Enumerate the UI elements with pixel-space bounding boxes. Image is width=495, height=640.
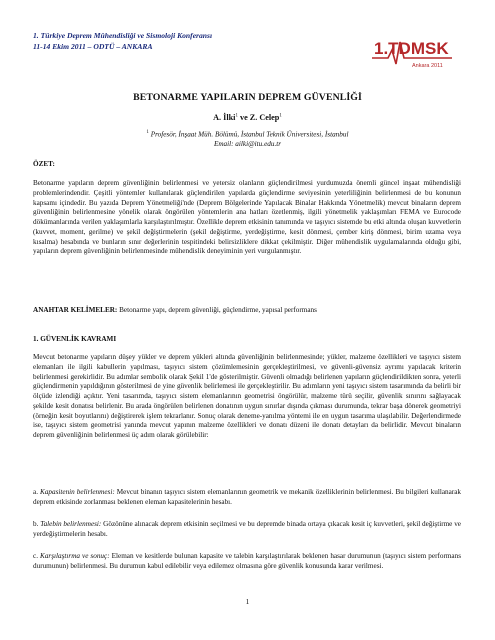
step-item-b xyxy=(33,520,461,540)
conference-logo xyxy=(368,28,456,70)
author-line xyxy=(0,113,495,122)
affiliation-text: Profesör, İnşaat Müh. Bölümü, İstanbul Teknik Üniversitesi, İstanbul xyxy=(150,130,349,139)
logo-subtext: Ankara 2011 xyxy=(412,63,443,69)
section-1-text: Mevcut betonarme yapıların düşey yükler ve deprem yükleri altında güvenliğinin belirlenmesinde; yükler, malzeme özellikleri ve taşıyıcı sistem elemanları ile ilgili kabullerin yapılması, taşıyıcı sistem çözümlemesinin gerçekleştirilmesi, ve güvenli-güvensiz ayrımı yapılacak kriterin belirlenmesi gerekirlidir. Bu adımlar sembolik olarak Şekil 1'de gösterilmiştir. Güvenli olmadığı belirlenen yapıların güçlendirildikten sonra, yeterli güçlendirmenin yapıldığının gösterilmesi de yine güvenlik belirlemesi ile gerçekleştirilir. Bu adımların yeni taşıyıcı sistem tasarımında da belirli bir ölçüde izlendiği açıktır. Yeni tasarımda, taşıyıcı sistem elemanlarının geometrisi öngörülür, malzeme türü seçilir, güvenlik sınırını sağlayacak şekilde kesit donatısı belirlenir. Bu arada öngörülen belirlenen donatının uygun sınırlar dışında çıkması durumunda, tekrar başa dönerek geometriyi (örneğin kesit boyutlarını) değiştirerek işlem tekrarlanır. Sonuç olarak deneme-yanılma yöntemi ile en uygun tasarıma ulaşılabilir. Değerlendirmede ise, taşıyıcı sistem geometrisi yanında mevcut yapının malzeme özellikleri ve donatı düzeni ile donatı detayları da belirlidir. Mevcut binaların deprem güvenliğinin belirlenmesi üç adım olarak görülebilir: xyxy=(33,353,461,439)
affiliation-mark: 1 xyxy=(146,130,149,135)
affiliation xyxy=(0,128,495,149)
conference-name: 1. Türkiye Deprem Mühendisliği ve Sismoloji Konferansı xyxy=(33,31,213,40)
step-label: Karşılaştırma ve sonuç: xyxy=(40,552,110,560)
logo-text: 1.TDMSK xyxy=(374,39,449,58)
page-number: 1 xyxy=(245,597,250,606)
step-text: Gözönüne alınacak deprem etkisinin seçilmesi ve bu depremde binada ortaya çıkacak kesit iç kuvvetleri, şekil değiştirme ve yerdeğiştirmelerin hesabı. xyxy=(33,520,462,538)
keywords-text: Betonarme yapı, deprem güvenliği, güçlendirme, yapısal performans xyxy=(117,306,317,314)
step-text: Mevcut binanın taşıyıcı sistem elemanlarının geometrik ve mekanik özelliklerinin belirlenmesi. Bu bilgileri kullanarak deprem etkisinde zorlanması beklenen eleman kapasitelerinin hesabı. xyxy=(33,488,462,506)
step-marker: a. xyxy=(33,488,38,496)
keywords xyxy=(33,306,461,314)
paper-title: BETONARME YAPILARIN DEPREM GÜVENLİĞİ xyxy=(133,92,362,103)
step-item-a xyxy=(33,488,461,508)
abstract-heading: ÖZET: xyxy=(33,160,55,168)
conference-header xyxy=(33,30,212,52)
conference-date-place: 11-14 Ekim 2011 – ODTÜ – ANKARA xyxy=(33,42,153,51)
step-marker: b. xyxy=(33,520,39,528)
tdmsk-logo-icon xyxy=(368,28,456,70)
author-separator: ve xyxy=(237,113,250,122)
step-label: Talebin belirlenmesi: xyxy=(40,520,102,528)
step-text: Eleman ve kesitlerde bulunan kapasite ve talebin karşılaştırılarak beklenen hasar durumunun (taşıyıcı sistem performans durumunun) belirlenmesi. Bu durumun kabul edilebilir veya edilemez olmasına göre güvenlik konusunda karar verilmesi. xyxy=(33,552,462,570)
step-marker: c. xyxy=(33,552,38,560)
abstract-text: Betonarme yapıların deprem güvenliğinin belirlenmesi ve yetersiz olanların güçlendirilmesi yurdumuzda önemli güncel inşaat mühendisliği problemlerindendir. Çeşitli yöntemler kullanılarak güçlendirilen yapılarda güçlendirme seviyesinin yeterliliğinin belirlenmesi de bu konunun kapsamı içindedir. Bu yazıda Deprem Yönetmeliği'nde (Deprem Bölgelerinde Yapılacak Binalar Hakkında Yönetmelik) mevcut binaların deprem güvenliğinin belirlenmesine yönelik olarak öngörülen yöntemlerin ana hatları özetlenmiş, ilgili yönetmelik yaklaşımları FEMA ve Eurocode dökümanlarında verilen yaklaşımlarla karşılaştırılmıştır. Özellikle deprem etkisinin tanımında ve taşıyıcı sistemde bu etki altında oluşan kuvvetlerin (kuvvet, moment, gerilme) ve şekil değiştirmelerin (şekil değiştirme, yerdeğiştirme, kesit dönmesi, çember kiriş dönmesi, birim uzama veya kısalma) hesabında ve bunların sınır değerlerinin tespitindeki belirsizliklere dikkat çekilmiştir. Diğer mühendislik uygulamalarında olduğu gibi, yapıların deprem güvenliğinin belirlenmesinde mühendislik deneyiminin yeri vurgulanmıştır. xyxy=(33,179,461,256)
section-1-heading: 1. GÜVENLİK KAVRAMI xyxy=(33,335,117,343)
author-email: Email: ailki@itu.edu.tr xyxy=(213,140,282,149)
author-2-mark: 1 xyxy=(279,113,282,119)
step-item-c xyxy=(33,552,461,572)
author-2: Z. Celep xyxy=(249,113,280,122)
step-label: Kapasitenin belirlenmesi: xyxy=(40,488,115,496)
author-1-mark: 1 xyxy=(235,113,238,119)
keywords-label: ANAHTAR KELİMELER: xyxy=(33,306,118,314)
author-1: A. İlki xyxy=(213,113,236,122)
